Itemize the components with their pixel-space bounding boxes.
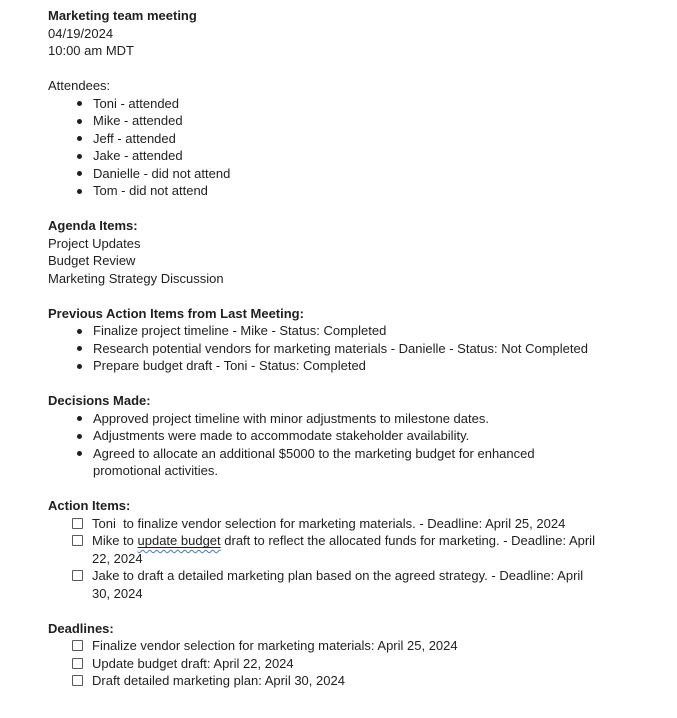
action-item-text: draft to reflect the allocated funds for marketing. - Deadline: April [220, 533, 595, 548]
action-item [48, 567, 661, 602]
attendee-item [48, 165, 661, 183]
decisions-label: Decisions Made: [48, 393, 151, 408]
decision-item [48, 427, 661, 445]
bullet-icon [77, 451, 82, 456]
previous-action-item [48, 340, 661, 358]
bullet-icon [77, 434, 82, 439]
attendee-item [48, 95, 661, 113]
action-item [48, 532, 661, 567]
bullet-icon [77, 416, 82, 421]
bullet-icon [77, 101, 82, 106]
agenda-item: Project Updates [48, 235, 141, 251]
bullet-icon [77, 329, 82, 334]
bullet-icon [77, 119, 82, 124]
attendee-text: Jeff - attended [93, 130, 176, 146]
agenda-item: Budget Review [48, 253, 136, 268]
previous-action-item [48, 357, 661, 375]
attendee-item [48, 182, 661, 200]
decisions-list [48, 410, 661, 480]
bullet-icon [77, 346, 82, 351]
deadlines-list [48, 637, 661, 690]
agenda-item: Marketing Strategy Discussion [48, 270, 224, 286]
agenda-section [48, 217, 661, 287]
bullet-icon [77, 136, 82, 141]
attendee-text: Tom - did not attend [93, 183, 208, 198]
decisions-section [48, 392, 661, 480]
attendees-label: Attendees: [48, 78, 111, 93]
attendee-text: Toni - attended [93, 95, 180, 111]
bullet-icon [77, 171, 82, 176]
document-header [48, 7, 661, 60]
decision-item [48, 445, 661, 480]
previous-action-items-list [48, 322, 661, 375]
previous-action-item-text: Prepare budget draft - Toni - Status: Completed [93, 358, 366, 373]
action-item-text: 30, 2024 [92, 585, 143, 601]
bullet-icon [77, 189, 82, 194]
decision-text: Approved project timeline with minor adjustments to milestone dates. [93, 410, 489, 426]
attendee-item [48, 130, 661, 148]
meeting-date: 04/19/2024 [48, 25, 114, 41]
deadline-item [48, 637, 661, 655]
checkbox[interactable] [72, 518, 83, 529]
agenda-label: Agenda Items: [48, 218, 138, 233]
action-item-text: Jake to draft a detailed marketing plan based on the agreed strategy. - Deadline: April [92, 568, 584, 583]
bullet-icon [77, 364, 82, 369]
previous-action-item-text: Research potential vendors for marketing materials - Danielle - Status: Not Completed [93, 340, 588, 356]
meeting-time: 10:00 am MDT [48, 43, 134, 58]
decision-item [48, 410, 661, 428]
attendees-section [48, 77, 661, 200]
action-items-list [48, 515, 661, 603]
deadline-item [48, 655, 661, 673]
action-items-label: Action Items: [48, 498, 131, 513]
action-item-text: 22, 2024 [92, 550, 143, 566]
attendees-list [48, 95, 661, 200]
document-title: Marketing team meeting [48, 8, 197, 23]
previous-action-items-label: Previous Action Items from Last Meeting: [48, 305, 304, 321]
deadline-item [48, 672, 661, 690]
checkbox[interactable] [72, 640, 83, 651]
action-item-text: Toni to finalize vendor selection for marketing materials. - Deadline: April 25, 2024 [92, 515, 566, 531]
bullet-icon [77, 154, 82, 159]
attendee-text: Mike - attended [93, 113, 183, 128]
previous-action-item-text: Finalize project timeline - Mike - Status: Completed [93, 323, 387, 338]
action-items-section [48, 497, 661, 602]
decision-text: promotional activities. [93, 463, 218, 478]
deadlines-label: Deadlines: [48, 620, 114, 636]
checkbox[interactable] [72, 658, 83, 669]
checkbox[interactable] [72, 570, 83, 581]
deadline-text: Update budget draft: April 22, 2024 [92, 655, 294, 671]
previous-action-item [48, 322, 661, 340]
deadline-text: Draft detailed marketing plan: April 30, 2024 [92, 673, 345, 688]
checkbox[interactable] [72, 535, 83, 546]
grammar-underline [138, 533, 221, 548]
action-item-text: Mike to [92, 533, 138, 548]
decision-text: Adjustments were made to accommodate stakeholder availability. [93, 428, 470, 443]
action-item [48, 515, 661, 533]
checkbox[interactable] [72, 675, 83, 686]
deadline-text: Finalize vendor selection for marketing materials: April 25, 2024 [92, 638, 458, 653]
attendee-item [48, 112, 661, 130]
decision-text: Agreed to allocate an additional $5000 to the marketing budget for enhanced [93, 445, 535, 461]
previous-action-items-section [48, 305, 661, 375]
attendee-text: Jake - attended [93, 148, 183, 163]
deadlines-section [48, 620, 661, 690]
attendee-item [48, 147, 661, 165]
attendee-text: Danielle - did not attend [93, 165, 231, 181]
underlined-text: update budget [137, 533, 221, 548]
